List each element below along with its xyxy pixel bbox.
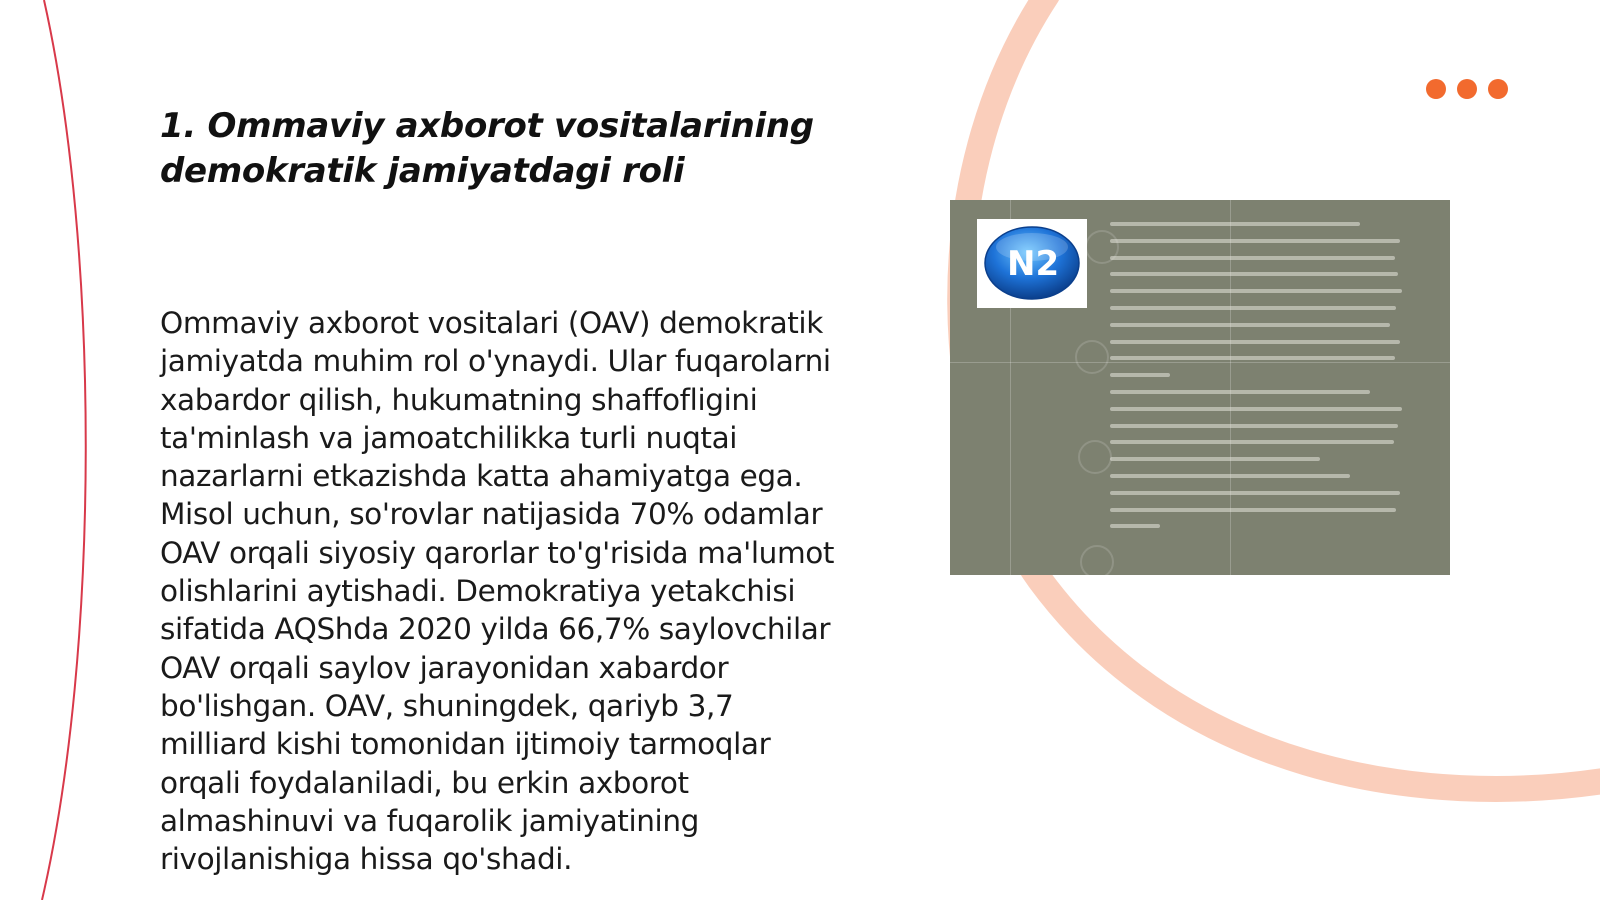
left-curve-line: [42, 0, 86, 900]
document-photo: [950, 200, 1450, 575]
n2-logo-icon: [977, 219, 1087, 308]
dot-2: [1457, 79, 1477, 99]
title-line-1: 1. Ommaviy axborot vositalarining: [160, 106, 814, 146]
dot-1: [1426, 79, 1446, 99]
body-paragraph: Ommaviy axborot vositalari (OAV) demokratik jamiyatda muhim rol o'ynaydi. Ular fuqarolarni xabardor qilish, hukumatning shaffofligini ta'minlash va jamoatchilikka turli nuqtai nazarlarni etkazishda katta ahamiyatga ega. Misol uchun, so'rovlar natijasida 70% odamlar OAV orqali siyosiy qarorlar to'g'risida ma'lumot olishlarini aytishadi. Demokratiya yetakchisi sifatida AQShda 2020 yilda 66,7% saylovchilar OAV orqali saylov jarayonidan xabardor bo'lishgan. OAV, shuningdek, qariyb 3,7 milliard kishi tomonidan ijtimoiy tarmoqlar orqali foydalaniladi, bu erkin axborot almashinuvi va fuqarolik jamiyatining rivojlanishiga hissa qo'shadi.: [160, 306, 835, 877]
faint-circle-mark: [1078, 440, 1112, 474]
title-line-2: demokratik jamiyatdagi roli: [160, 151, 685, 191]
logo-letter-n: N2: [1007, 244, 1060, 284]
faint-circle-mark: [1080, 545, 1114, 575]
logo-box: [977, 219, 1087, 308]
blurred-document-text: [1110, 222, 1410, 541]
faint-circle-mark: [1075, 340, 1109, 374]
slide-title: [160, 104, 860, 194]
more-dots-icon[interactable]: [1426, 79, 1508, 99]
dot-3: [1488, 79, 1508, 99]
